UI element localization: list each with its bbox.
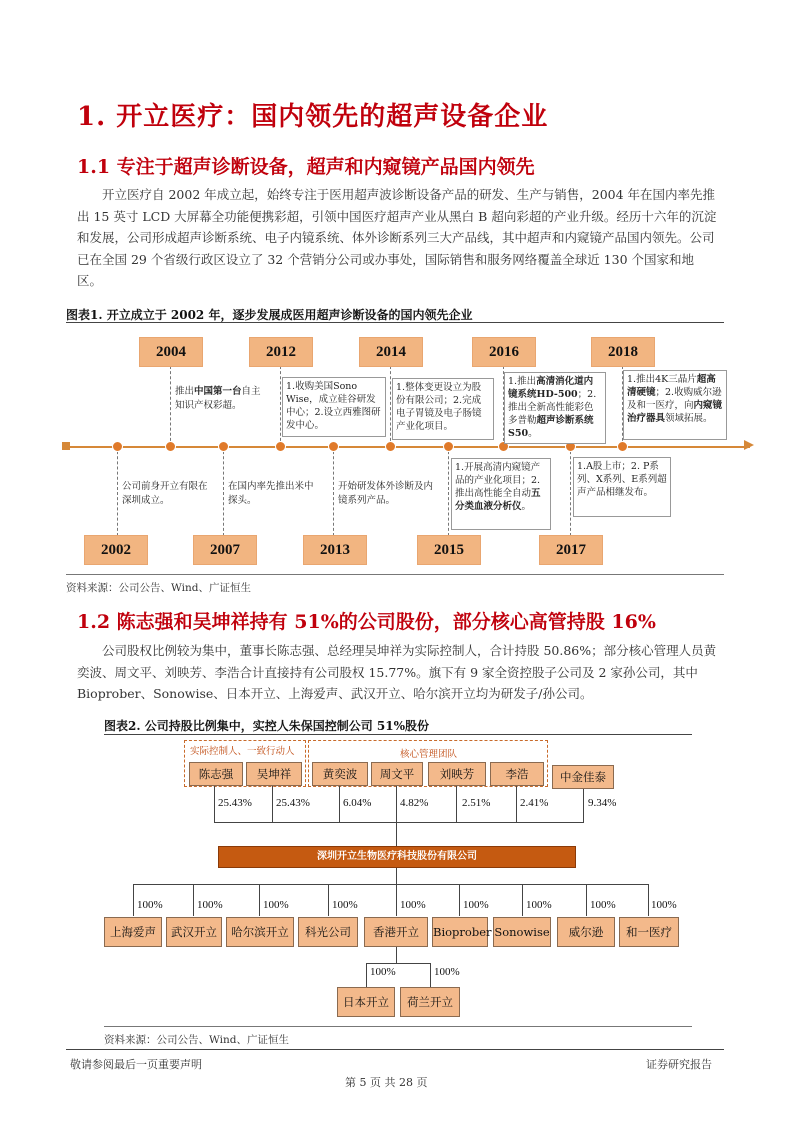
year-2004: 2004 [139, 337, 203, 367]
connector-2002 [117, 446, 118, 536]
timeline-dot [275, 441, 286, 452]
subsidiary-box: 武汉开立 [166, 917, 222, 947]
connector-line [214, 822, 584, 823]
timeline-dot [443, 441, 454, 452]
connector-line [272, 786, 273, 822]
event-2018: 1.推出4K三晶片超高清硬镜；2.收购威尔逊及和一医疗，向内窥镜治疗器具领域拓展。 [623, 370, 727, 440]
subsidiary-pct: 100% [197, 899, 223, 911]
year-2007: 2007 [193, 535, 257, 565]
section-heading-1-2: 1.2 陈志强和吴坤祥持有 51%的公司股份，部分核心高管持股 16% [77, 611, 656, 633]
subsidiary-box: Sonowise [493, 917, 551, 947]
connector-line [396, 786, 397, 822]
holder-box: 李浩 [490, 762, 544, 786]
section-heading-1-1: 1.1 专注于超声诊断设备，超声和内窥镜产品国内领先 [77, 156, 535, 178]
holder-box: 周文平 [371, 762, 423, 786]
page-title: 1. 开立医疗：国内领先的超声设备企业 [77, 102, 549, 132]
holder-pct: 2.51% [462, 797, 491, 809]
year-2017: 2017 [539, 535, 603, 565]
footer-disclaimer: 敬请参阅最后一页重要声明 [70, 1058, 202, 1071]
timeline-dot [218, 441, 229, 452]
connector-line [522, 884, 523, 916]
connector-line [328, 884, 329, 916]
holder-pct: 25.43% [276, 797, 310, 809]
year-2015: 2015 [417, 535, 481, 565]
holder-box: 陈志强 [189, 762, 243, 786]
paragraph-shareholding [77, 640, 717, 705]
connector-line [456, 786, 457, 822]
subsidiary-box: 上海爱声 [104, 917, 162, 947]
connector-line [396, 822, 397, 846]
timeline-arrow-icon [744, 440, 754, 450]
paragraph-text: 公司股权比例较为集中，董事长陈志强、总经理吴坤祥为实际控制人，合计持股 50.86%；部分核心管理人员黄奕波、周文平、刘映芳、李浩合计直接持有公司股权 15.77%。旗下有 9 家全资控股子公司及 2 家孙公司，其中 Bioprober、Sonowise、日本开立、上海爱声、武汉开立、哈尔滨开立均为研发子/孙公司。 [77, 643, 717, 701]
year-2012: 2012 [249, 337, 313, 367]
event-2004: 推出中国第一台自主知识产权彩超。 [175, 386, 261, 411]
page-number: 第 5 页 共 28 页 [345, 1076, 428, 1089]
subsidiary-box: 香港开立 [364, 917, 428, 947]
grandchild-box: 荷兰开立 [400, 987, 460, 1017]
holder-box: 刘映芳 [428, 762, 486, 786]
event-2015: 1.开展高清内窥镜产品的产业化项目；2.推出高性能全自动五分类血液分析仪。 [451, 458, 551, 530]
connector-line [586, 884, 587, 916]
connector-line [214, 786, 215, 822]
connector-line [396, 947, 397, 963]
figure-1-top-rule [66, 322, 724, 323]
figure-2-source: 资料来源：公司公告、Wind、广证恒生 [104, 1034, 289, 1046]
holder-pct: 25.43% [218, 797, 252, 809]
holder-pct: 2.41% [520, 797, 549, 809]
connector-line [339, 786, 340, 822]
connector-line [366, 963, 367, 987]
connector-2017 [570, 446, 571, 536]
subsidiary-box: 威尔逊 [557, 917, 615, 947]
timeline-dot [385, 441, 396, 452]
year-2014: 2014 [359, 337, 423, 367]
footer-report-type: 证券研究报告 [646, 1058, 712, 1071]
subsidiary-pct: 100% [526, 899, 552, 911]
figure-1-title: 图表1. 开立成立于 2002 年，逐步发展成医用超声诊断设备的国内领先企业 [66, 308, 473, 322]
connector-line [583, 789, 584, 822]
subsidiary-pct: 100% [400, 899, 426, 911]
connector-line [396, 884, 397, 916]
connector-line [133, 884, 134, 916]
connector-line [193, 884, 194, 916]
year-2002: 2002 [84, 535, 148, 565]
holder-box: 吴坤祥 [246, 762, 302, 786]
grandchild-pct: 100% [434, 966, 460, 978]
holder-pct: 4.82% [400, 797, 429, 809]
timeline-dot [112, 441, 123, 452]
connector-line [133, 884, 649, 885]
event-2002: 公司前身开立有限在深圳成立。 [122, 481, 208, 506]
connector-2004 [170, 366, 171, 446]
timeline-dot [617, 441, 628, 452]
core-team-group-label: 核心管理团队 [400, 749, 458, 760]
event-2014: 1.整体变更设立为股份有限公司；2.完成电子胃镜及电子肠镜产业化项目。 [392, 378, 494, 440]
holder-pct: 6.04% [343, 797, 372, 809]
connector-2007 [223, 446, 224, 536]
subsidiary-pct: 100% [137, 899, 163, 911]
subsidiary-box: 科光公司 [298, 917, 358, 947]
connector-line [648, 884, 649, 916]
subsidiary-box: Bioprober [432, 917, 488, 947]
subsidiary-pct: 100% [463, 899, 489, 911]
timeline-dot [328, 441, 339, 452]
grandchild-box: 日本开立 [337, 987, 395, 1017]
figure-1-source: 资料来源：公司公告、Wind、广证恒生 [66, 582, 251, 594]
subsidiary-pct: 100% [590, 899, 616, 911]
figure-2-top-rule [104, 734, 692, 735]
connector-line [396, 868, 397, 884]
footer-rule [66, 1049, 724, 1050]
year-2018: 2018 [591, 337, 655, 367]
figure-2-bottom-rule [104, 1026, 692, 1027]
figure-2-title: 图表2. 公司持股比例集中，实控人朱保国控制公司 51%股份 [104, 719, 429, 733]
subsidiary-pct: 100% [263, 899, 289, 911]
controllers-group-label: 实际控制人、一致行动人 [190, 746, 295, 757]
figure-1-bottom-rule [66, 574, 724, 575]
company-box: 深圳开立生物医疗科技股份有限公司 [218, 846, 576, 868]
year-2013: 2013 [303, 535, 367, 565]
connector-line [516, 786, 517, 822]
paragraph-text: 开立医疗自 2002 年成立起，始终专注于医用超声波诊断设备产品的研发、生产与销售，2004 年在国内率先推出 15 英寸 LCD 大屏幕全功能便携彩超，引领中国医疗超声产业从黑白 B 超向彩超的产业升级。经历十六年的沉淀和发展，公司形成超声诊断系统、电子内镜系统、体外诊断系列三大产品线，其中超声和内窥镜产品国内领先。公司已在全国 29 个省级行政区设立了 32 个营销分公司或办事处，国际销售和服务网络覆盖全球近 130 个国家和地区。 [77, 187, 717, 288]
holder-pct: 9.34% [588, 797, 617, 809]
connector-line [259, 884, 260, 916]
subsidiary-pct: 100% [651, 899, 677, 911]
event-2012: 1.收购美国Sono Wise，成立硅谷研发中心；2.设立西雅图研发中心。 [282, 377, 386, 437]
grandchild-pct: 100% [370, 966, 396, 978]
event-2007: 在国内率先推出米中探头。 [228, 481, 314, 506]
year-2016: 2016 [472, 337, 536, 367]
holder-box: 黄奕波 [312, 762, 368, 786]
paragraph-company-intro [77, 184, 717, 292]
holder-box: 中金佳泰 [552, 765, 614, 789]
timeline-start-marker [62, 442, 70, 450]
event-2016: 1.推出高清消化道内镜系统HD-500；2.推出全新高性能彩色多普勒超声诊断系统S50。 [504, 372, 606, 444]
connector-2012 [280, 366, 281, 446]
timeline-dot [165, 441, 176, 452]
connector-2015 [448, 446, 449, 536]
connector-line [430, 963, 431, 987]
connector-line [459, 884, 460, 916]
connector-2013 [333, 446, 334, 536]
subsidiary-box: 和一医疗 [619, 917, 679, 947]
connector-line [366, 963, 430, 964]
event-2013: 开始研发体外诊断及内镜系列产品。 [338, 481, 434, 506]
event-2017: 1.A股上市；2. P系列、X系列、E系列超声产品相继发布。 [573, 457, 671, 517]
subsidiary-pct: 100% [332, 899, 358, 911]
subsidiary-box: 哈尔滨开立 [226, 917, 294, 947]
connector-2014 [390, 366, 391, 446]
